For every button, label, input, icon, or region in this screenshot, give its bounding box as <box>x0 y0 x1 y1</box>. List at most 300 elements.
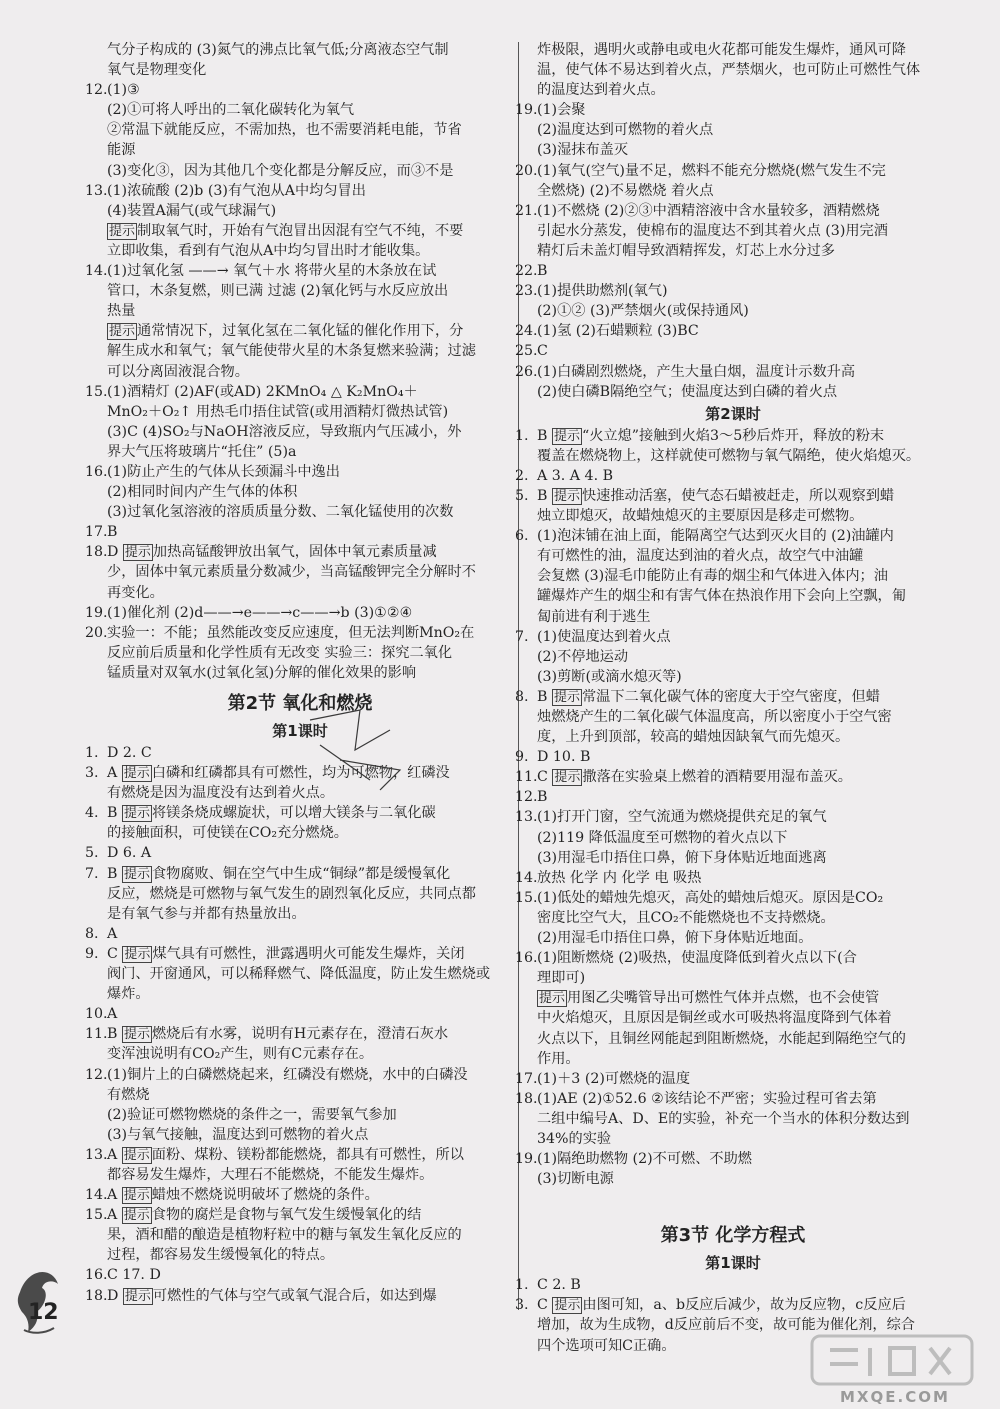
answer-line <box>515 181 951 201</box>
question-number: 20. <box>515 162 538 179</box>
answer-text: 会复燃 (3)湿毛巾能防止有毒的烟尘和气体进入体内；油 <box>537 568 888 585</box>
answer-line <box>85 1105 515 1125</box>
answer-text: 二组中编号A、D、E的实验，补充一个当水的体积分数达到 <box>537 1110 910 1127</box>
answer-text: (1)隔绝助燃物 (2)不可燃、不助燃 <box>537 1151 752 1168</box>
question-number: 13. <box>515 809 538 826</box>
right-column <box>515 40 951 1356</box>
question-number: 24. <box>515 323 538 340</box>
answer-line <box>515 767 951 787</box>
question-number: 18. <box>85 544 108 561</box>
question-number: 12. <box>85 82 108 99</box>
question-number: 16. <box>85 463 108 480</box>
answer-line <box>85 603 515 623</box>
watermark-url: MXQE.COM <box>840 1388 950 1406</box>
question-number: 5. <box>515 487 529 504</box>
question-number: 19. <box>515 1151 538 1168</box>
answer-line <box>515 1129 951 1149</box>
hint-label: 提示 <box>123 766 150 782</box>
answer-text: B <box>537 688 548 705</box>
section-heading: 第2节 氧化和燃烧 <box>227 693 373 714</box>
answer-text: 烛立即熄灭，故蜡烛熄灭的主要原因是移走可燃物。 <box>537 508 864 525</box>
answer-text: 变浑浊说明有CO₂产生，则有C元素存在。 <box>107 1046 374 1063</box>
answer-text: (1)催化剂 (2)d——→e——→c——→b (3)①②④ <box>107 604 413 621</box>
hint-text: 食物腐败、铜在空气中生成“铜绿”都是缓慢氧化 <box>151 865 451 882</box>
answer-text: 有燃烧 <box>107 1086 150 1103</box>
answer-text: C 2. B <box>537 1277 581 1294</box>
hint-label: 提示 <box>124 946 151 962</box>
question-number: 21. <box>515 202 538 219</box>
hint-text: 常温下二氧化碳气体的密度大于空气密度，但蜡 <box>581 688 880 705</box>
answer-line <box>85 803 515 823</box>
answer-text: MnO₂＋O₂↑ 用热毛巾捂住试管(或用酒精灯微热试管) <box>107 403 449 420</box>
answer-text: 实验一：不能；虽然能改变反应速度，但无法判断MnO₂在 <box>107 624 475 641</box>
answer-text: 氧气是物理变化 <box>107 62 207 79</box>
answer-line <box>85 944 515 964</box>
question-number: 2. <box>515 467 529 484</box>
answer-line <box>85 60 515 80</box>
question-number: 16. <box>85 1267 108 1284</box>
question-number: 11. <box>85 1026 108 1043</box>
hint-text: 可燃性的气体与空气或氧气混合后，如达到爆 <box>152 1287 437 1304</box>
answer-text: 覆盖在燃烧物上，这样就使可燃物与氧气隔绝，使火焰熄灭。 <box>537 447 921 464</box>
question-number: 25. <box>515 343 538 360</box>
hint-label: 提示 <box>554 1298 581 1314</box>
answer-text: B <box>537 263 548 280</box>
answer-text: 用图乙尖嘴管导出可燃性气体并点燃，也不会使管 <box>567 990 880 1007</box>
answer-line <box>515 362 951 382</box>
question-number: 19. <box>85 604 108 621</box>
spacer <box>515 1189 951 1215</box>
answer-line <box>85 40 515 60</box>
question-number: 7. <box>85 865 99 882</box>
answer-line <box>85 181 515 201</box>
answer-line <box>515 241 951 261</box>
answer-text: (1)使温度达到着火点 <box>537 628 671 645</box>
answer-line <box>515 807 951 827</box>
answer-line <box>515 1049 951 1069</box>
answer-text: (3)剪断(或滴水熄灭等) <box>537 668 682 685</box>
answer-text: B <box>537 789 548 806</box>
answer-text: (3)切断电源 <box>537 1171 614 1188</box>
hint-label: 提示 <box>554 770 581 786</box>
answer-text: A <box>107 1187 118 1204</box>
answer-text: A <box>107 1207 118 1224</box>
answer-line <box>515 586 951 606</box>
hint-text: 由图可知，a、b反应后减少，故为反应物，c反应后 <box>582 1297 906 1314</box>
answer-text: 锰质量对双氧水(过氧化氢)分解的催化效果的影响 <box>107 664 417 681</box>
answer-line <box>85 502 515 522</box>
answer-text: (1)会聚 <box>537 102 586 119</box>
hint-label: 提示 <box>123 1188 150 1204</box>
answer-line <box>85 100 515 120</box>
answer-line <box>515 888 951 908</box>
answer-text: B <box>107 524 118 541</box>
answer-line <box>85 1165 515 1185</box>
hint-label: 提示 <box>553 428 580 444</box>
answer-text: 能源 <box>107 142 136 159</box>
answer-text: C <box>537 343 548 360</box>
answer-text: 反应前后质量和化学性质有无改变 实验三：探究二氧化 <box>107 644 453 661</box>
answer-text: 温，使气体不易达到着火点，严禁烟火，也可防止可燃性气体 <box>537 62 921 79</box>
question-number: 7. <box>515 628 529 645</box>
hint-label: 提示 <box>123 1147 150 1163</box>
answer-line <box>85 221 515 241</box>
question-number: 13. <box>85 1146 108 1163</box>
question-number: 15. <box>85 1207 108 1224</box>
answer-text: (1)AE (2)①52.6 ②该结论不严密；实验过程可省去第 <box>537 1090 877 1107</box>
answer-text: C <box>107 945 118 962</box>
hint-text: “火立熄”接触到火焰3～5秒后炸开，释放的粉末 <box>581 427 885 444</box>
answer-text: (2)验证可燃物燃烧的条件之一，需要氧气参加 <box>107 1106 397 1123</box>
answer-text: (4)装置A漏气(或气球漏气) <box>107 202 277 219</box>
answer-text: (3)用湿毛巾捂住口鼻，俯下身体贴近地面逃离 <box>537 849 827 866</box>
lesson-subheading: 第2课时 <box>705 404 761 423</box>
answer-line <box>515 221 951 241</box>
pen-scribble <box>300 690 430 800</box>
answer-text: D <box>107 1287 119 1304</box>
answer-text: (1)打开门窗，空气流通为燃烧提供充足的氧气 <box>537 809 827 826</box>
question-number: 8. <box>85 925 99 942</box>
answer-text: B <box>537 487 548 504</box>
answer-line <box>85 1085 515 1105</box>
answer-text: (1)提供助燃剂(氧气) <box>537 283 668 300</box>
answer-text: 度，上升到顶部，较高的蜡烛因缺氧气而先熄灭。 <box>537 729 850 746</box>
answer-line <box>515 382 951 402</box>
answer-text: (1)低处的蜡烛先熄灭，高处的蜡烛后熄灭。原因是CO₂ <box>537 889 884 906</box>
lesson-subheading: 第1课时 <box>705 1254 761 1273</box>
answer-line <box>85 643 515 663</box>
answer-line <box>85 1145 515 1165</box>
answer-line <box>515 446 951 466</box>
page-number: 12 <box>28 1300 59 1325</box>
answer-text: 引起水分蒸发，使棉布的温度达不到其着火点 (3)用完酒 <box>537 222 888 239</box>
answer-text: 四个选项可知C正确。 <box>537 1337 676 1354</box>
answer-line <box>515 727 951 747</box>
hint-label: 提示 <box>109 324 136 340</box>
answer-line <box>515 301 951 321</box>
answer-line <box>85 161 515 181</box>
answer-text: 过程，都容易发生缓慢氧化的特点。 <box>107 1247 335 1264</box>
answer-text: (1)铜片上的白磷燃烧起来，红磷没有燃烧，水中的白磷没 <box>107 1066 468 1083</box>
answer-line <box>515 40 951 60</box>
answer-line <box>85 1024 515 1044</box>
answer-line <box>515 201 951 221</box>
answer-text: (1)③ <box>107 82 140 99</box>
answer-line <box>85 583 515 603</box>
question-number: 4. <box>85 805 99 822</box>
answer-line <box>85 1245 515 1265</box>
answer-text: 火点以下，且铜丝网能起到阻断燃烧，水能起到隔绝空气的 <box>537 1030 906 1047</box>
question-number: 19. <box>515 102 538 119</box>
hint-text: 快速推动活塞，使气态石蜡被赶走，所以观察到蜡 <box>581 487 895 504</box>
question-number: 9. <box>515 749 529 766</box>
hint-label: 提示 <box>109 223 136 239</box>
answer-text: D <box>107 544 119 561</box>
answer-text: (1)泡沫铺在油上面，能隔离空气达到灭火目的 (2)油罐内 <box>537 528 894 545</box>
answer-text: 中火焰熄灭，且原因是铜丝或水可吸热将温度降到气体着 <box>537 1010 892 1027</box>
answer-line <box>515 627 951 647</box>
answer-text: (3)变化③，因为其他几个变化都是分解反应，而③不是 <box>107 162 454 179</box>
answer-line <box>515 747 951 767</box>
answer-line <box>515 161 951 181</box>
watermark-logo <box>810 1330 980 1390</box>
answer-line <box>85 1205 515 1225</box>
lesson-subheading: 第1课时 <box>272 722 328 740</box>
answer-text: 都容易发生爆炸，大理石不能燃烧，不能发生爆炸。 <box>107 1166 434 1183</box>
hint-text: 加热高锰酸钾放出氧气，固体中氧元素质量减 <box>152 544 437 561</box>
answer-text: (1)阻断燃烧 (2)吸热，使温度降低到着火点以下(合 <box>537 950 857 967</box>
answer-text: 阀门、开窗通风，可以稀释燃气、降低温度，防止发生燃烧或 <box>107 966 491 983</box>
section-heading: 第3节 化学方程式 <box>660 1225 806 1247</box>
answer-line <box>515 566 951 586</box>
answer-text: C 17. D <box>107 1267 161 1284</box>
answer-text: (2)不停地运动 <box>537 648 629 665</box>
answer-text: 管口，木条复燃，则已满 过滤 (2)氧化钙与水反应放出 <box>107 283 449 300</box>
answer-line <box>85 904 515 924</box>
answer-line <box>515 1008 951 1028</box>
answer-text: A <box>107 1006 118 1023</box>
hint-text: 蜡烛不燃烧说明破坏了燃烧的条件。 <box>151 1187 379 1204</box>
answer-text: A 3. A 4. B <box>537 467 614 484</box>
answer-text: 立即收集，看到有气泡从A中均匀冒出时才能收集。 <box>107 242 430 259</box>
question-number: 20. <box>85 624 108 641</box>
question-number: 3. <box>515 1297 529 1314</box>
question-number: 18. <box>85 1287 108 1304</box>
answer-text: B <box>107 805 118 822</box>
hint-text: 将镁条烧成螺旋状，可以增大镁条与二氧化碳 <box>151 805 436 822</box>
answer-line <box>515 526 951 546</box>
answer-line <box>515 1109 951 1129</box>
answer-text: (1)＋3 (2)可燃烧的温度 <box>537 1070 691 1087</box>
answer-line <box>515 120 951 140</box>
question-number: 23. <box>515 283 538 300</box>
answer-line <box>85 120 515 140</box>
answer-line <box>515 828 951 848</box>
answer-text: 可以分离固液混合物。 <box>107 363 249 380</box>
hint-label: 提示 <box>553 689 580 705</box>
answer-text: (3)C (4)SO₂与NaOH溶液反应，导致瓶内气压减小，外 <box>107 423 462 440</box>
answer-line <box>515 100 951 120</box>
question-number: 15. <box>515 889 538 906</box>
answer-text: A <box>107 1146 118 1163</box>
answer-text: (3)湿抹布盖灭 <box>537 142 629 159</box>
answer-text: 的温度达到着火点。 <box>537 82 665 99</box>
answer-line <box>85 422 515 442</box>
answer-text: B <box>107 865 118 882</box>
answer-text: 通常情况下，过氧化氢在二氧化锰的催化作用下，分 <box>137 323 464 340</box>
answer-text: 34%的实验 <box>537 1130 612 1147</box>
question-number: 6. <box>515 528 529 545</box>
answer-line <box>515 321 951 341</box>
answer-line <box>515 1149 951 1169</box>
answer-line <box>85 1225 515 1245</box>
answer-text: 界大气压将玻璃片“托住” (5)a <box>107 443 297 460</box>
answer-text: B <box>107 1026 118 1043</box>
answer-line <box>515 848 951 868</box>
hint-label: 提示 <box>123 866 150 882</box>
answer-line <box>85 984 515 1004</box>
answer-text: (1)氧气(空气)量不足，燃料不能充分燃烧(燃气发生不完 <box>537 162 886 179</box>
answer-line <box>85 321 515 341</box>
question-number: 18. <box>515 1090 538 1107</box>
answer-text: 精灯后未盖灯帽导致酒精挥发，灯芯上水分过多 <box>537 242 835 259</box>
question-number: 1. <box>515 427 529 444</box>
answer-text: 有燃烧是因为温度没有达到着火点。 <box>107 785 335 802</box>
answer-line <box>85 542 515 562</box>
answer-line <box>85 1004 515 1024</box>
question-number: 5. <box>85 845 99 862</box>
hint-label: 提示 <box>123 806 150 822</box>
answer-text: (1)不燃烧 (2)②③中酒精溶液中含水量较多，酒精燃烧 <box>537 202 880 219</box>
hint-label: 提示 <box>123 1027 150 1043</box>
answer-text: 增加，故为生成物，d反应前后不变，故可能为催化剂，综合 <box>537 1317 915 1334</box>
answer-text: D 6. A <box>107 845 152 862</box>
answer-text: 爆炸。 <box>107 986 150 1003</box>
hint-text: 煤气具有可燃性，泄露遇明火可能发生爆炸，关闭 <box>152 945 465 962</box>
answer-text: 热量 <box>107 303 136 320</box>
answer-text: (2)温度达到可燃物的着火点 <box>537 122 714 139</box>
answer-line <box>515 426 951 446</box>
answer-text: (2)①② (3)严禁烟火(或保持通风) <box>537 303 749 320</box>
answer-text: B <box>537 427 548 444</box>
answer-line <box>85 402 515 422</box>
answer-line <box>515 466 951 486</box>
hint-text: 白磷和红磷都具有可燃性，均为可燃物，红磷没 <box>151 765 450 782</box>
hint-text: 燃烧后有水雾，说明有H元素存在，澄清石灰水 <box>151 1026 449 1043</box>
answer-text: D 10. B <box>537 749 591 766</box>
hint-label: 提示 <box>123 1208 150 1224</box>
answer-text: (2)119 降低温度至可燃物的着火点以下 <box>537 829 788 846</box>
answer-text: 果，酒和醋的酿造是植物籽粒中的糖与氧发生氧化反应的 <box>107 1227 462 1244</box>
answer-line <box>85 362 515 382</box>
answer-text: C <box>537 769 548 786</box>
answer-line <box>85 1044 515 1064</box>
answer-line <box>515 1089 951 1109</box>
answer-line <box>515 506 951 526</box>
answer-line <box>515 707 951 727</box>
answer-text: 气分子构成的 (3)氮气的沸点比氧气低;分离液态空气制 <box>107 42 449 58</box>
answer-line <box>515 667 951 687</box>
answer-line <box>85 382 515 402</box>
answer-line <box>515 928 951 948</box>
question-number: 26. <box>515 363 538 380</box>
answer-text: A <box>107 925 118 942</box>
answer-text: 炸极限，遇明火或静电或电火花都可能发生爆炸，通风可降 <box>537 42 906 58</box>
question-number: 12. <box>515 789 538 806</box>
question-number: 14. <box>85 1187 108 1204</box>
question-number: 22. <box>515 263 538 280</box>
answer-line <box>515 281 951 301</box>
answer-text: (1)防止产生的气体从长颈漏斗中逸出 <box>107 463 340 480</box>
answer-text: (2)①可将人呼出的二氧化碳转化为氧气 <box>107 102 355 119</box>
left-column <box>85 40 515 1306</box>
answer-line <box>515 908 951 928</box>
answer-text: (1)过氧化氢 ——→ 氧气＋水 将带火星的木条放在试 <box>107 263 437 280</box>
answer-line <box>85 442 515 462</box>
answer-line <box>515 1029 951 1049</box>
answer-line <box>515 1275 951 1295</box>
answer-text: (3)与氧气接触，温度达到可燃物的着火点 <box>107 1126 369 1143</box>
question-number: 13. <box>85 182 108 199</box>
question-number: 1. <box>85 745 99 761</box>
answer-line <box>515 607 951 627</box>
answer-line <box>85 482 515 502</box>
hint-label: 提示 <box>124 545 151 561</box>
hint-text: 面粉、煤粉、镁粉都能燃烧，都具有可燃性，所以 <box>151 1146 464 1163</box>
answer-line <box>85 864 515 884</box>
hint-label: 提示 <box>539 991 566 1007</box>
answer-line <box>85 1286 515 1306</box>
answer-text: 匐前进有利于逃生 <box>537 608 651 625</box>
question-number: 11. <box>515 769 538 786</box>
hint-label: 提示 <box>553 488 580 504</box>
answer-line <box>85 1065 515 1085</box>
answer-line <box>85 884 515 904</box>
answer-line <box>515 341 951 361</box>
answer-line <box>85 301 515 321</box>
hint-text: 食物的腐烂是食物与氧气发生缓慢氧化的结 <box>151 1207 422 1224</box>
answer-line <box>515 261 951 281</box>
answer-text: 有可燃性的油，温度达到油的着火点，故空气中油罐 <box>537 548 864 565</box>
answer-text: (2)使白磷B隔绝空气；使温度达到白磷的着火点 <box>537 383 838 400</box>
question-number: 15. <box>85 383 108 400</box>
hint-label: 提示 <box>124 1288 151 1304</box>
question-number: 3. <box>85 765 99 782</box>
answer-line <box>515 546 951 566</box>
answer-line <box>85 1125 515 1145</box>
answer-text: 密度比空气大，且CO₂不能燃烧也不支持燃烧。 <box>537 909 835 926</box>
answer-text: ②常温下就能反应，不需加热，也不需要消耗电能，节省 <box>107 122 462 139</box>
question-number: 16. <box>515 950 538 967</box>
answer-text: A <box>107 765 118 782</box>
answer-line <box>85 341 515 361</box>
answer-line <box>85 663 515 683</box>
answer-line <box>515 80 951 100</box>
answer-line <box>85 562 515 582</box>
answer-text: 放热 化学 内 化学 电 吸热 <box>537 869 702 886</box>
answer-text: C <box>537 1297 548 1314</box>
question-number: 17. <box>85 524 108 541</box>
answer-line <box>85 281 515 301</box>
answer-line <box>85 201 515 221</box>
answer-text: (2)用湿毛巾捂住口鼻，俯下身体贴近地面。 <box>537 930 813 947</box>
answer-line <box>85 823 515 843</box>
answer-text: 作用。 <box>537 1050 580 1067</box>
answer-line <box>515 1295 951 1315</box>
answer-line <box>85 843 515 863</box>
answer-line <box>515 647 951 667</box>
answer-line <box>85 140 515 160</box>
answer-text: 的接触面积，可使镁在CO₂充分燃烧。 <box>107 825 348 842</box>
answer-line <box>515 486 951 506</box>
answer-text: 制取氧气时，开始有气泡冒出因混有空气不纯，不要 <box>137 222 464 239</box>
answer-text: (2)相同时间内产生气体的体积 <box>107 484 298 501</box>
answer-line <box>515 968 951 988</box>
question-number: 1. <box>515 1277 529 1294</box>
answer-line <box>515 60 951 80</box>
answer-line <box>515 1169 951 1189</box>
answer-line <box>515 787 951 807</box>
answer-line <box>515 140 951 160</box>
question-number: 17. <box>515 1070 538 1087</box>
question-number: 9. <box>85 945 99 962</box>
answer-text: (1)氢 (2)石蜡颗粒 (3)BC <box>537 323 699 340</box>
answer-line <box>515 1069 951 1089</box>
answer-text: 少，固体中氧元素质量分数减少，当高锰酸钾完全分解时不 <box>107 564 476 581</box>
answer-text: (1)浓硫酸 (2)b (3)有气泡从A中均匀冒出 <box>107 182 366 199</box>
answer-line <box>515 948 951 968</box>
answer-text: 罐爆炸产生的烟尘和有害气体在热浪作用下会向上空飘，匍 <box>537 588 906 605</box>
